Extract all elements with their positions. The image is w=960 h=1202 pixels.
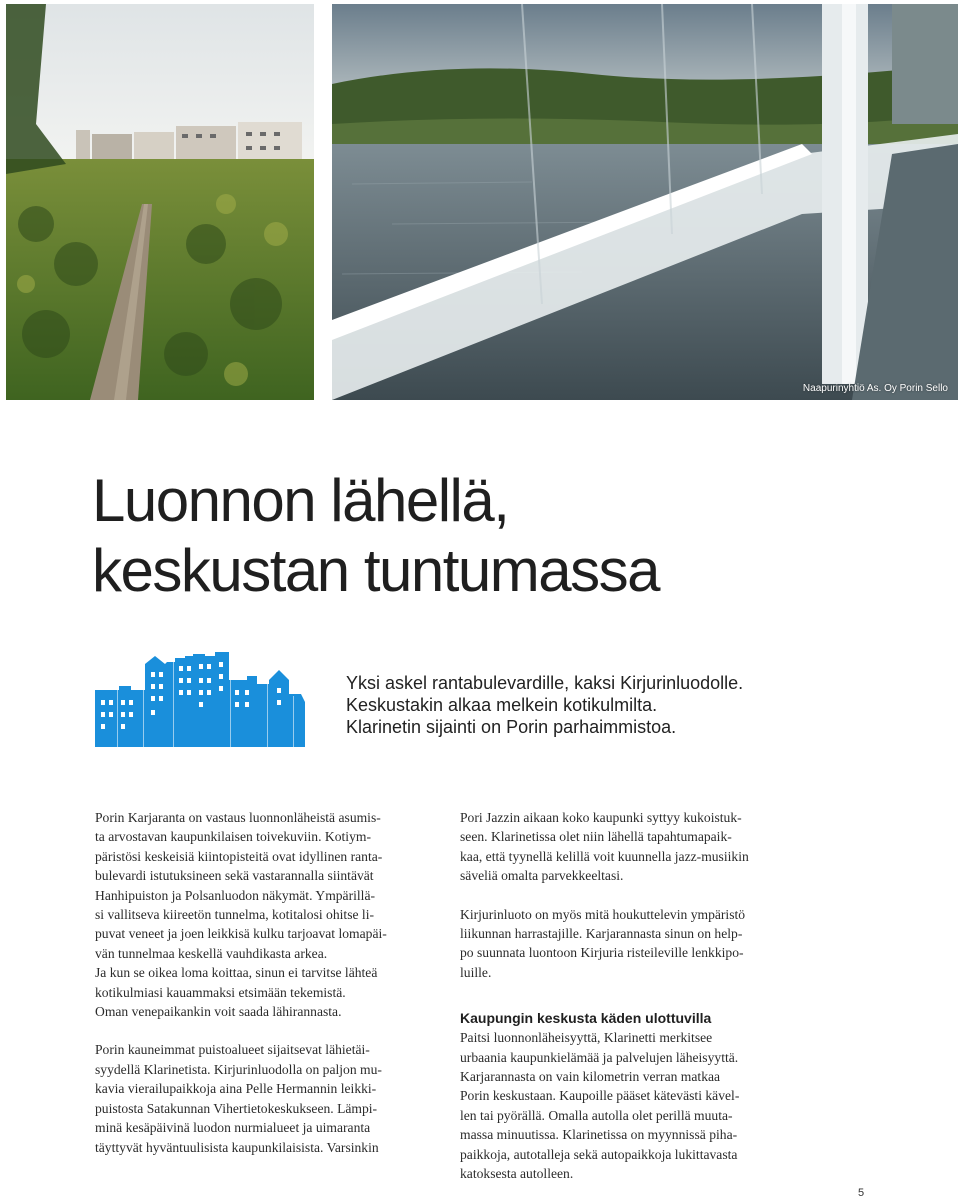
photo-river-balcony [332,4,958,400]
text-line: minä kesäpäivinä luodon nurmialueet ja uimaranta [95,1120,371,1136]
text-line: luille. [460,964,492,980]
body-paragraph [460,905,810,983]
lead-line-3: Klarinetin sijainti on Porin parhaimmistoa. [346,717,677,737]
text-line: kaa, että tyynellä kelillä voit kuunnella jazz-musiikin [460,848,749,864]
photo-boardwalk-meadow [6,4,314,400]
text-line: urbaania kaupunkielämää ja palvelujen läheisyyttä. [460,1049,739,1065]
text-line: paikkoja, autotalleja sekä autopaikkoja lukittavasta [460,1146,738,1162]
lead-paragraph [346,672,826,738]
section-subheading: Kaupungin keskusta käden ulottuvilla [460,1010,712,1027]
text-line: si vallitseva kiireetön tunnelma, kotitalosi ohitse li- [95,907,374,923]
text-line: po suunnata luontoon Kirjuria risteileville lenkkipo- [460,945,744,961]
text-line: Pori Jazzin aikaan koko kaupunki syttyy kukoistuk- [460,810,742,825]
page-headline [92,466,659,606]
body-column-right [460,808,810,1184]
text-line: Porin kauneimmat puistoalueet sijaitsevat lähietäi- [95,1042,370,1058]
text-line: bulevardi istutuksineen sekä vastarannalla siintävät [95,868,374,884]
text-line: päristösi keskeisiä kiintopisteitä ovat idyllinen ranta- [95,848,383,864]
text-line: massa minuutissa. Klarinetissa on myynnissä piha- [460,1127,738,1143]
text-line: säveliä omalta parvekkeeltasi. [460,868,624,884]
text-line: Oman venepaikankin voit saada lähirannasta. [95,1004,342,1020]
text-line: Paitsi luonnonläheisyyttä, Klarinetti merkitsee [460,1030,713,1046]
text-line: Kirjurinluoto on myös mitä houkuttelevin ympäristö [460,906,746,922]
text-line: len tai pyörällä. Omalla autolla olet perillä muuta- [460,1107,733,1123]
lead-line-1: Yksi askel rantabulevardille, kaksi Kirjurinluodolle. [346,673,744,693]
text-line: täyttyvät hyväntuulisista kaupunkilaisista. Varsinkin [95,1139,379,1155]
text-line: liikunnan harrastajille. Karjarannasta sinun on help- [460,926,743,942]
text-line: Hanhipuiston ja Polsanluodon näkymät. Ympärillä- [95,887,376,903]
body-column-left [95,808,450,1157]
text-line: vän tunnelmaa keskellä vauhdikasta arkea. [95,945,328,961]
city-skyline-icon [95,650,305,747]
text-line: Porin Karjaranta on vastaus luonnonläheistä asumis- [95,810,381,825]
headline-line-1: Luonnon lähellä, [92,467,509,534]
headline-line-2: keskustan tuntumassa [92,537,659,604]
text-line: syydellä Klarinetista. Kirjurinluodolla on paljon mu- [95,1061,382,1077]
text-line: Ja kun se oikea loma koittaa, sinun ei tarvitse lähteä [95,965,378,981]
page-number: 5 [858,1187,865,1199]
body-paragraph [95,1040,450,1156]
text-line: Karjarannasta on vain kilometrin verran matkaa [460,1069,721,1085]
text-line: ta arvostavan kaupunkilaisen toivekuviin. Kotiym- [95,829,371,845]
text-line: kavia vierailupaikkoja aina Pelle Hermannin leikki- [95,1081,377,1097]
text-line: puistosta Satakunnan Vihertietokeskukseen. Lämpi- [95,1100,378,1116]
lead-line-2: Keskustakin alkaa melkein kotikulmilta. [346,695,658,715]
text-line: puvat veneet ja joen leikkisä kulku tarjoavat lomapäi- [95,926,387,942]
text-line: Porin keskustaan. Kaupoille pääset kätevästi kävel- [460,1088,740,1104]
body-paragraph [460,1028,810,1183]
text-line: katoksesta autolleen. [460,1166,574,1182]
body-paragraph [95,808,450,1021]
text-line: seen. Klarinetissa olet niin lähellä tapahtumapaik- [460,829,732,845]
photo-credit: Naapurinyhtiö As. Oy Porin Sello [802,383,948,394]
text-line: kotikulmiasi kauammaksi etsimään tekemistä. [95,984,346,1000]
body-paragraph [460,808,810,886]
